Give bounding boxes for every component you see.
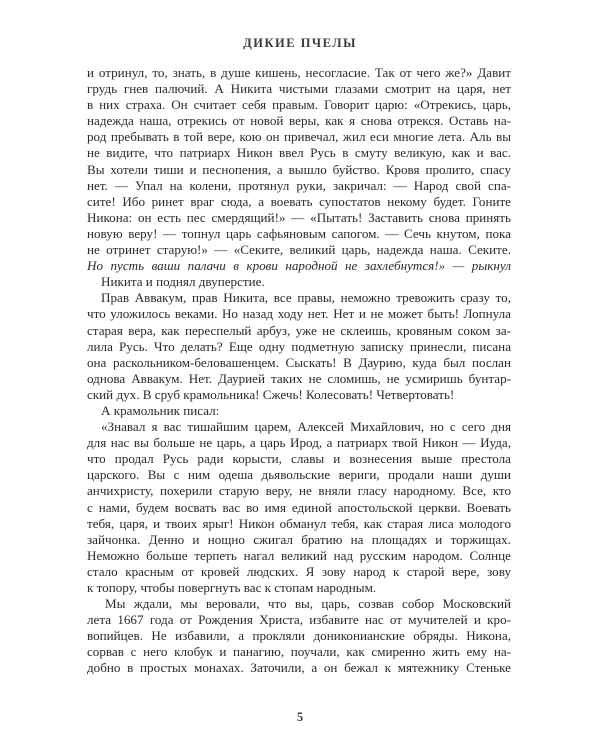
text-line: род пребывать в той вере, кою он привечал, жил еси многие лета. Аль вы <box>87 129 511 145</box>
text-line: надежда наша, отрекись от новой веры, как я снова отрекся. Оставь на- <box>87 113 511 129</box>
text-line: А крамольник писал: <box>101 402 220 418</box>
text-line: вопийцев. Не избавили, а прокляли дониконианские обряды. Никона, <box>87 628 511 644</box>
text-line: ский дух. В сруб крамольника! Сжечь! Колесовать! Четвертовать! <box>87 386 455 402</box>
running-header: ДИКИЕ ПЧЕЛЫ <box>243 36 357 50</box>
text-line: Мы ждали, мы веровали, что вы, царь, созвав собор Московский <box>105 596 511 612</box>
text-line: царского. Вы с ним одеша дьявольские вериги, продали наши души <box>87 467 511 483</box>
text-line: к топору, чтобы повергнуть вас к стопам народным. <box>87 580 377 595</box>
text-line: Никита и поднял двуперстие. <box>101 274 265 290</box>
text-line: «Знавал я вас тишайшим царем, Алексей Михайлович, но с сего дня <box>101 419 511 435</box>
page-number: 5 <box>296 710 304 724</box>
text-line: и отринул, то, знать, в душе кишень, несогласие. Так от чего же?» Давит <box>87 65 511 80</box>
text-line: грудь гнев палючий. А Никита чистыми глазами смотрит на царя, нет <box>87 81 511 97</box>
text-line: стало красным от кровей людских. Я зову народ к старой вере, зову <box>87 563 511 579</box>
body-text <box>87 65 511 677</box>
text-line: анчихристу, похерили старую веру, не вняли гласу народному. Все, кто <box>87 483 511 499</box>
text-line: лила Русь. Что делать? Еще одну подметную записку принесли, писана <box>87 338 511 354</box>
text-line: новую веру! — топнул царь сафьяновым сапогом. — Сечь кнутом, пока <box>87 225 511 241</box>
text-line: лета 1667 года от Рождения Христа, избавите нас от мучителей и кро- <box>87 612 511 628</box>
text-line: старая вера, как переспелый арбуз, уже не склеишь, кровяным соком за- <box>87 322 511 338</box>
text-line: в них страха. Он считает себя правым. Говорит царю: «Отрекись, царь, <box>87 97 511 113</box>
text-line: тебя, царя, и твоих ярыг! Никон обманул тебя, как старая лиса молодого <box>87 515 511 531</box>
text-line: не отринет старую!» — «Секите, великий царь, надежда наша. Секите. <box>87 242 511 258</box>
text-line: однова Аввакум. Нет. Даурией таких не сломишь, не усмиришь бунтар- <box>87 370 511 386</box>
text-line: нет. — Упал на колени, протянул руки, закричал: — Народ свой спа- <box>87 177 511 193</box>
text-line: Вы хотели тиши и песнопения, а вышло буйство. Кровя пролито, спасу <box>87 161 511 177</box>
text-line: что продал Русь ради корысти, славы и вознесения выше престола <box>87 451 511 467</box>
text-line: Но пусть ваши палачи в крови народной не захлебнутся!» — рыкнул <box>87 258 511 274</box>
text-line: сите! Ибо ринет враг сюда, а воевать супостатов некому будет. Гоните <box>87 193 511 209</box>
text-line: добно в простых монахах. Заточили, а он бежал к мятежнику Стеньке <box>87 660 511 676</box>
text-line: для нас вы больше не царь, а царь Ирод, а патриарх твой Никон — Иуда, <box>87 435 511 451</box>
text-line: Никона: он есть пес смердящий!» — «Пытать! Заставить снова принять <box>87 209 511 225</box>
text-line: Прав Аввакум, прав Никита, все правы, неможно тревожить сразу то, <box>101 290 511 306</box>
text-line: что уложилось веками. Но назад ходу нет. Нет и не может быть! Лопнула <box>87 306 511 322</box>
text-line: сорвав с него клобук и панагию, поучали, как смиренно жить ему на- <box>87 644 511 660</box>
text-line: она раскольником-беловашенцем. Сыскать! В Даурию, куда был послан <box>87 354 511 370</box>
text-line: не видите, что патриарх Никон ввел Русь в смуту великую, как и вас. <box>87 145 511 161</box>
text-line: зайчонка. Денно и нощно сжигал братию на площадях и торжищах. <box>87 531 511 547</box>
text-line: с нами, будем восвать вас во имя единой апостольской церкви. Воевать <box>87 499 511 515</box>
text-line: Неможно больше терпеть нагал великий над русским народом. Солнце <box>87 547 511 563</box>
